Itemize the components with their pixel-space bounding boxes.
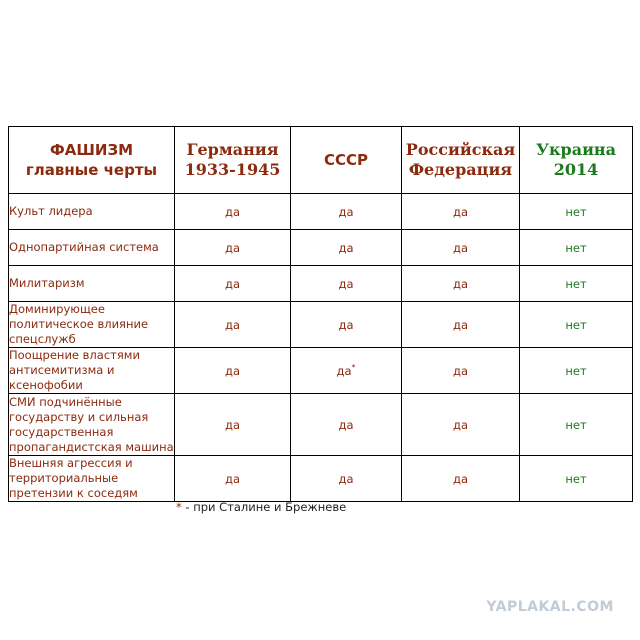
cell-value: да [453, 317, 468, 332]
header-line: 1933-1945 [184, 160, 281, 179]
row-label-line: политическое влияние [9, 317, 149, 331]
cell-ussr [291, 456, 402, 502]
table-body [9, 194, 633, 502]
cell-ussr [291, 302, 402, 348]
cell-value: да [338, 317, 354, 332]
cell-value: нет [565, 240, 587, 255]
cell-value: да [225, 317, 240, 332]
cell-value: да [338, 417, 354, 432]
row-label-line: Однопартийная система [9, 240, 159, 254]
header-line: главные черты [25, 161, 158, 179]
header-line: 2014 [553, 160, 599, 179]
cell-value: да [453, 204, 468, 219]
row-label [9, 230, 175, 266]
cell-value: да [338, 240, 354, 255]
header-germany [175, 127, 291, 194]
cell-value: нет [565, 276, 587, 291]
header-line: Федерация [408, 160, 513, 179]
row-label-line: антисемитизма и [9, 363, 115, 377]
cell-germany [175, 230, 291, 266]
table-header-row [9, 127, 633, 194]
cell-germany [175, 194, 291, 230]
row-label-line: государству и сильная [9, 409, 149, 424]
cell-ussr [291, 230, 402, 266]
row-label-line: СМИ подчинённые [9, 394, 122, 409]
cell-value: да [338, 471, 354, 486]
row-label-line: Поощрение властями [9, 348, 140, 362]
cell-russia [402, 348, 520, 394]
cell-russia [402, 230, 520, 266]
table-row [9, 194, 633, 230]
row-label-line: Милитаризм [9, 276, 85, 290]
cell-russia [402, 266, 520, 302]
cell-value: да [338, 204, 354, 219]
cell-value: нет [565, 204, 587, 219]
cell-value: да [225, 363, 240, 378]
cell-value: нет [565, 471, 587, 486]
cell-value: нет [565, 317, 587, 332]
footnote-marker: * [351, 363, 356, 373]
row-label [9, 302, 175, 348]
row-label-line: пропагандистская машина [9, 439, 174, 454]
cell-value: да [453, 417, 468, 432]
row-label [9, 194, 175, 230]
cell-germany [175, 302, 291, 348]
row-label [9, 266, 175, 302]
cell-value: да [225, 204, 240, 219]
cell-germany [175, 394, 291, 456]
row-label [9, 348, 175, 394]
row-label-line: территориальные [9, 471, 119, 485]
table-row [9, 230, 633, 266]
cell-value: да [336, 363, 352, 378]
row-label-line: ксенофобии [9, 378, 83, 392]
cell-russia [402, 194, 520, 230]
row-label-line: Доминирующее [9, 302, 105, 316]
cell-ukraine [520, 230, 633, 266]
cell-ussr [291, 348, 402, 394]
cell-value: да [338, 276, 354, 291]
table-row [9, 348, 633, 394]
table-row [9, 302, 633, 348]
cell-value: да [225, 276, 240, 291]
header-line: Германия [186, 140, 279, 159]
row-label [9, 456, 175, 502]
cell-value: да [453, 471, 468, 486]
cell-ukraine [520, 194, 633, 230]
header-russia [402, 127, 520, 194]
cell-germany [175, 456, 291, 502]
cell-russia [402, 456, 520, 502]
table-row [9, 266, 633, 302]
cell-russia [402, 394, 520, 456]
cell-ukraine [520, 348, 633, 394]
cell-ukraine [520, 266, 633, 302]
cell-germany [175, 266, 291, 302]
row-label [9, 394, 175, 456]
row-label-line: претензии к соседям [9, 486, 138, 500]
row-label-line: государственная [9, 424, 114, 439]
footnote-star: * [176, 500, 182, 514]
footnote-text: - при Сталине и Брежневе [181, 500, 347, 514]
header-ukraine [520, 127, 633, 194]
footnote [176, 500, 346, 514]
fascism-comparison-table [8, 126, 633, 502]
row-label-line: Культ лидера [9, 204, 93, 218]
header-fascism [9, 127, 175, 194]
cell-ussr [291, 194, 402, 230]
cell-ukraine [520, 456, 633, 502]
cell-ukraine [520, 394, 633, 456]
cell-russia [402, 302, 520, 348]
watermark-logo: YAPLAKAL.COM [486, 599, 614, 615]
header-line: Украина [535, 140, 617, 159]
cell-value: да [225, 471, 240, 486]
cell-value: нет [565, 363, 587, 378]
cell-value: да [453, 240, 468, 255]
cell-ussr [291, 394, 402, 456]
header-line: СССР [323, 151, 369, 169]
cell-value: нет [565, 417, 587, 432]
table-row [9, 394, 633, 456]
header-line: ФАШИЗМ [49, 141, 134, 159]
cell-germany [175, 348, 291, 394]
table-row [9, 456, 633, 502]
header-ussr [291, 127, 402, 194]
cell-ussr [291, 266, 402, 302]
cell-ukraine [520, 302, 633, 348]
cell-value: да [225, 417, 240, 432]
header-line: Российская [405, 140, 516, 159]
cell-value: да [453, 276, 468, 291]
cell-value: да [453, 363, 468, 378]
cell-value: да [225, 240, 240, 255]
row-label-line: Внешняя агрессия и [9, 456, 133, 470]
row-label-line: спецслужб [9, 332, 76, 346]
